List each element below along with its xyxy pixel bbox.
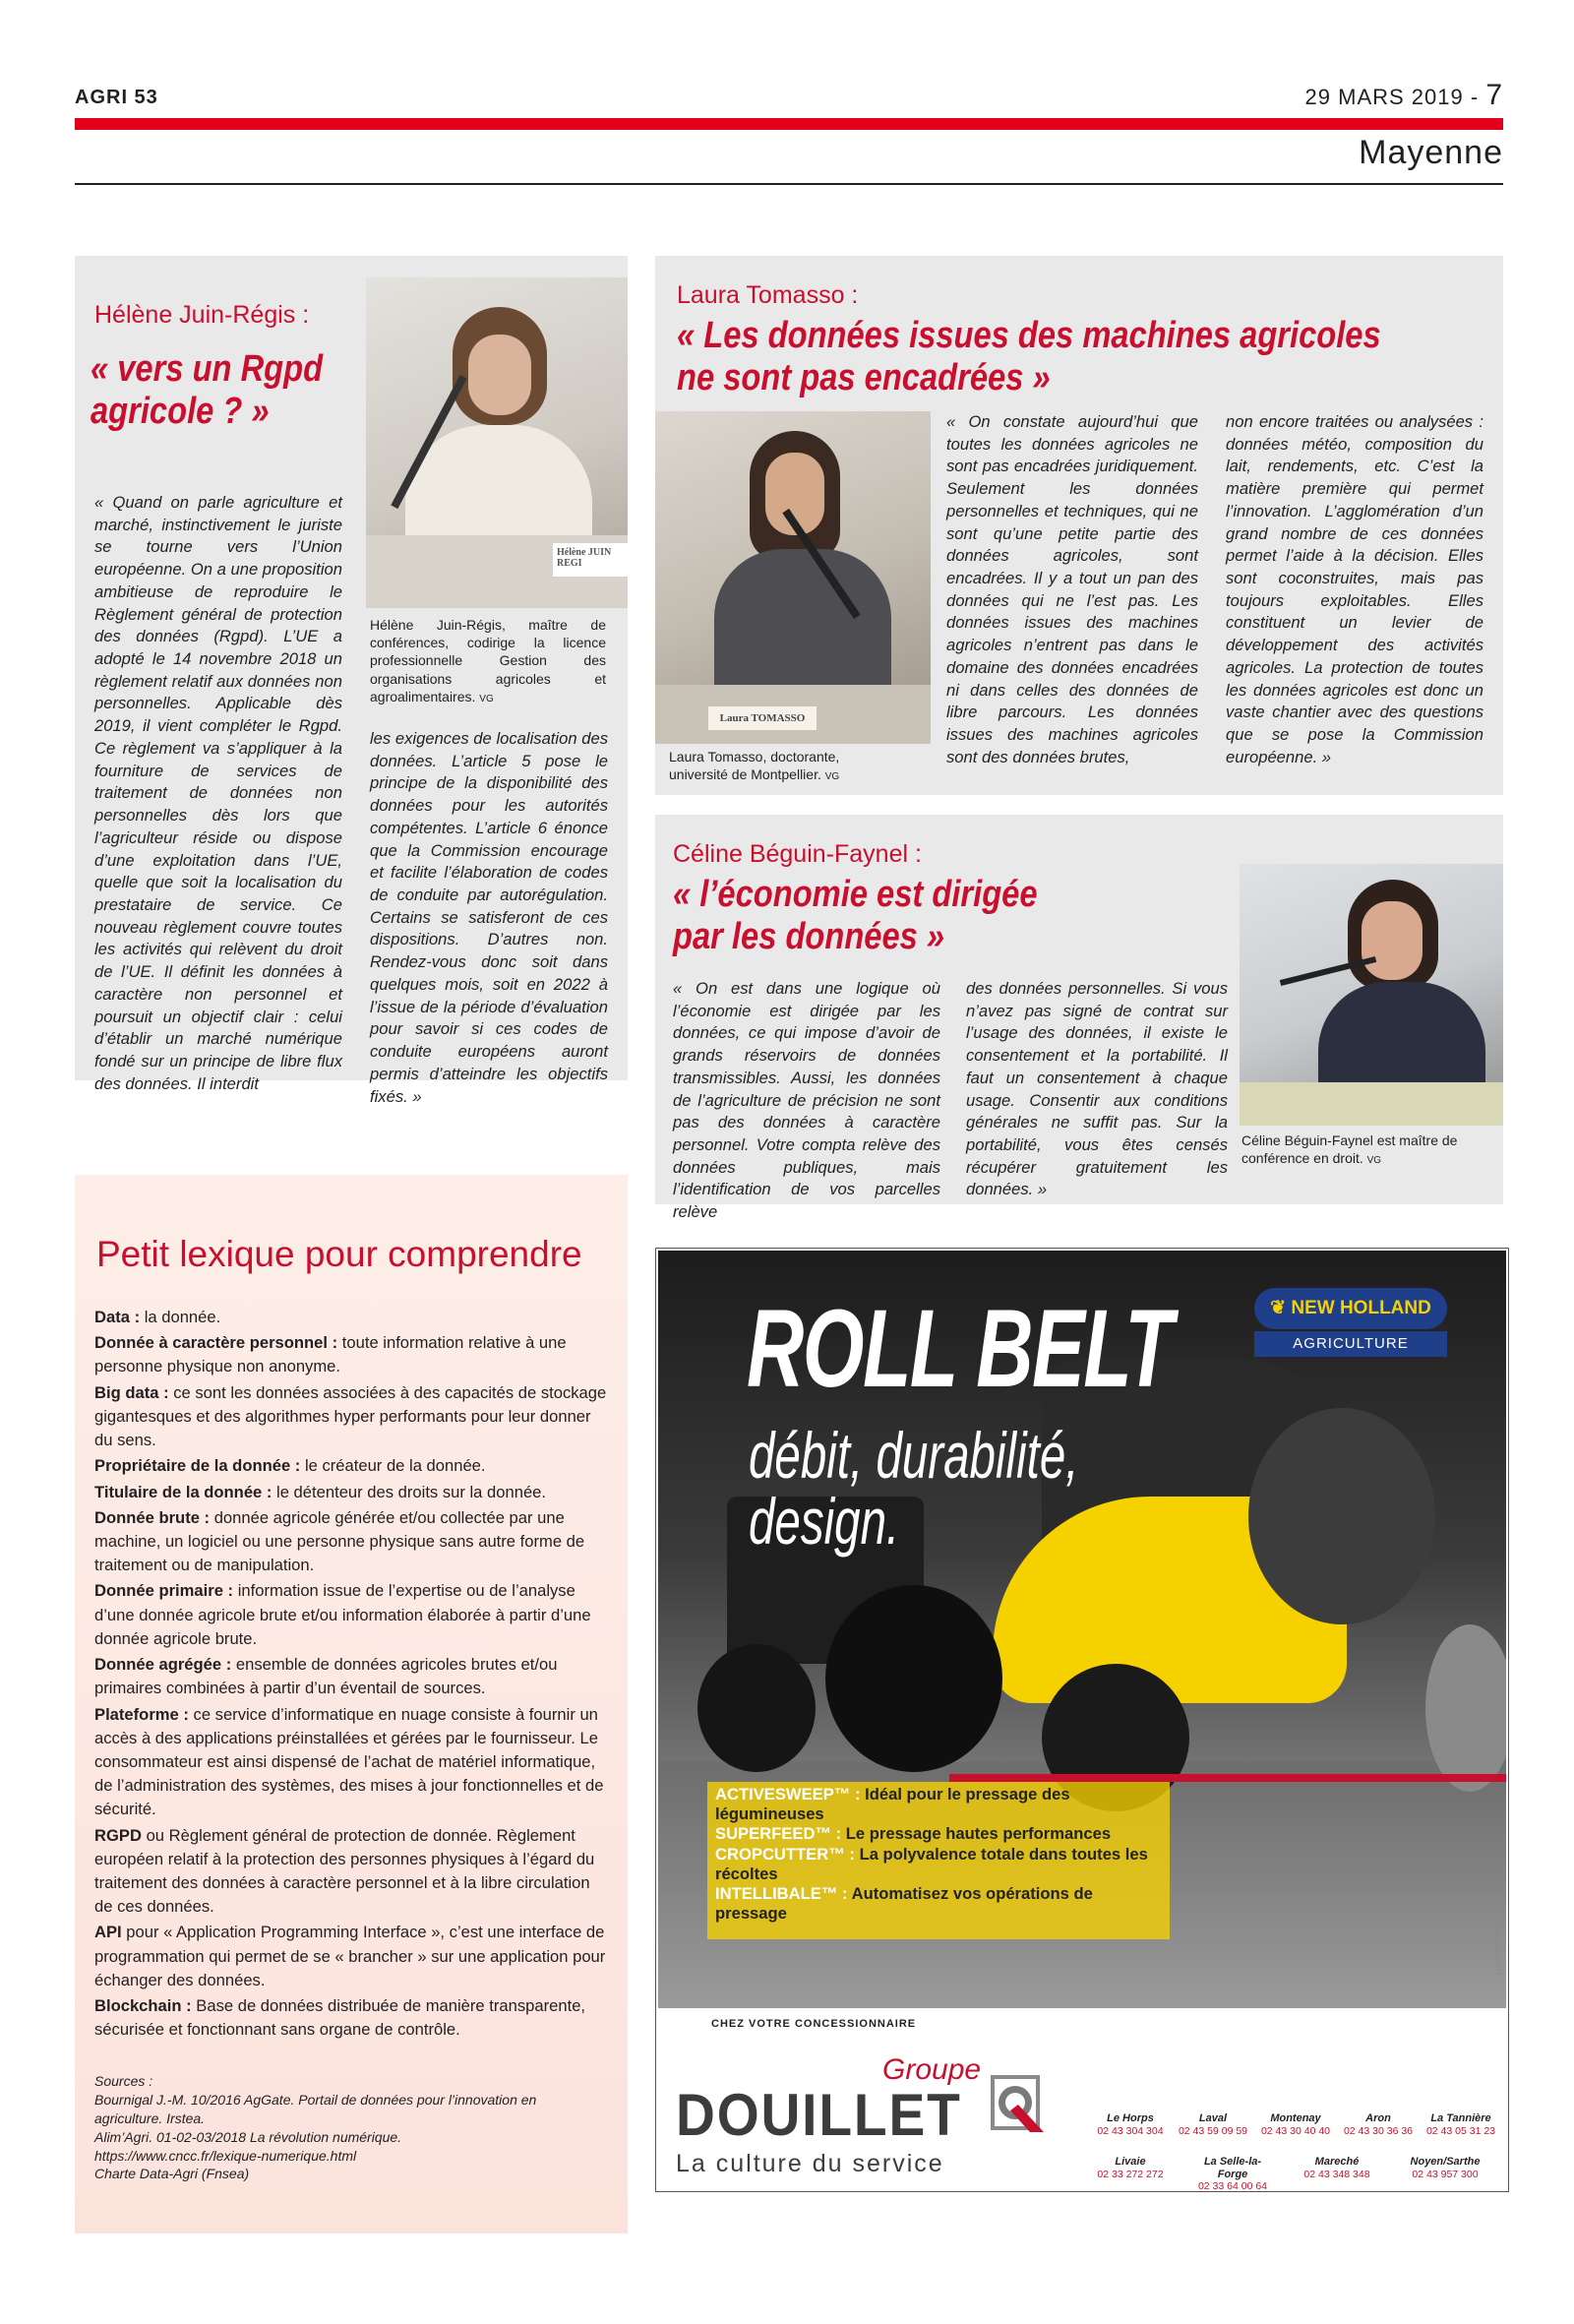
source-item: Charte Data-Agri (Fnsea) [94,2166,250,2182]
page-number: 7 [1485,79,1503,111]
dealer-town [1337,2112,1420,2137]
lexique-term: Donnée brute : [94,1507,211,1527]
lexique-entry [94,1703,608,1822]
laura-name: Laura Tomasso : [677,281,859,309]
dealer-town [1172,2112,1254,2137]
brand-sub: AGRICULTURE [1254,1331,1447,1357]
sources-label: Sources : [94,2073,153,2089]
lexique-def: ensemble de données agricoles brutes et/ou primaires combinées à partir d’un éventail de sources. [94,1655,558,1698]
town-phone: 02 43 59 09 59 [1178,2124,1248,2137]
town-phone: 02 33 64 00 64 [1197,2180,1268,2193]
town-name: Montenay [1270,2112,1321,2124]
celine-photo [1240,864,1503,1126]
dealer-slogan: La culture du service [676,2150,944,2177]
date-text: 29 MARS 2019 [1304,85,1464,109]
lexique-def: ce service d’informatique en nuage consiste à fournir un accès à des applications préinstallées et gérées par le fournisseur. Le consommateur est ainsi dispensé de l’achat de matériel informatique, de l’administration des systèmes, des mises à jour fonctionnelles et de sécurité. [94,1704,604,1819]
lexique-term: Propriétaire de la donnée : [94,1456,301,1476]
dealer-town [1420,2112,1502,2137]
helene-name: Hélène Juin-Régis : [94,301,310,329]
helene-quote-line2: agricole ? » [91,391,270,433]
celine-caption-text: Céline Béguin-Faynel est maître de conférence en droit. [1241,1132,1458,1167]
helene-caption [370,616,606,705]
lexique-term: Donnée primaire : [94,1581,234,1601]
laura-caption [669,748,876,783]
ad-headline: ROLL BELT [747,1287,1173,1410]
town-phone: 02 43 30 40 40 [1260,2124,1331,2137]
features-list [715,1785,1148,1925]
feature-name: INTELLIBALE™ : [715,1884,848,1904]
helene-body-col1: « Quand on parle agriculture et marché, instinctivement le juriste se tourne vers l’Union européenne. On a une proposition ambitieuse de reproduire le Règlement général de protection des données (Rgpd). L’UE a adopté le 14 novembre 2018 un règlement relatif aux données non personnelles. Applicable dès 2019, il vient compléter le Rgpd. Ce règlement va s’appliquer à la fourniture de services de traitement de données non personnelles dès lors que l’agriculteur réside ou dispose d’une exploitation dans l’UE, quelle que soit la localisation du prestataire de service. Ce nouveau règlement couvre toutes les activités qui relèvent du droit de l’UE. Il définit les données à caractère non personnel et poursuit un objectif clair : celui d’établir un marché numérique fondé sur un principe de libre flux des données. Il interdit [94,493,342,1093]
celine-photo-credit: VG [1366,1155,1382,1167]
town-phone: 02 43 30 36 36 [1343,2124,1414,2137]
lexique-def: la donnée. [140,1308,221,1326]
town-phone: 02 33 272 272 [1097,2168,1164,2180]
helene-quote-line1: « vers un Rgpd [91,348,324,390]
new-holland-logo [1254,1288,1447,1357]
helene-photo [366,277,628,608]
laura-caption-text: Laura Tomasso, doctorante, université de Montpellier. [669,749,840,783]
lexique-def: pour « Application Programming Interface », c’est une interface de programmation qui permet de se « brancher » sur une application pour échanger des données. [94,1923,606,1989]
dealer-town [1191,2156,1274,2192]
issue-date [1305,79,1503,112]
lexique-entry [94,1381,608,1453]
dealer-intro: CHEZ VOTRE CONCESSIONNAIRE [711,2018,917,2030]
lexique-entry [94,1994,608,2042]
ad-tagline [749,1419,1079,1559]
celine-quote [673,874,1038,959]
ad-tagline-line2: design. [749,1485,900,1559]
dealer-town [1296,2156,1378,2180]
date-separator: - [1463,85,1486,109]
town-phone: 02 43 957 300 [1412,2168,1479,2180]
lexique-def: ce sont les données associées à des capacités de stockage gigantesques et des algorithmes hyper performants pour leur donner du sens. [94,1382,607,1450]
lexique-term: Blockchain : [94,1996,192,2016]
lexique-entry [94,1921,608,1992]
laura-nameplate: Laura TOMASSO [708,706,817,730]
dealer-town [1089,2112,1172,2137]
lexique-term: Data : [94,1308,141,1326]
dealer-town [1089,2156,1172,2180]
dealer-town [1404,2156,1486,2180]
celine-body-col2: des données personnelles. Si vous n’avez pas signé de contrat sur l’usage des données, il existe le consentement et la portabilité. Il faut un consentement à chaque usage. Consentir aux conditions générales ne suffit pas. Sur la portabilité, vous êtes censés récupérer gratuitement les données. » [966,979,1228,1199]
feature-item [715,1845,1148,1884]
section-title: Mayenne [1359,134,1503,171]
lexique-def: le détenteur des droits sur la donnée. [272,1482,547,1501]
celine-caption [1241,1131,1483,1167]
lexique-entry [94,1481,608,1504]
laura-photo-credit: VG [824,771,840,783]
celine-quote-line1: « l’économie est dirigée [673,874,1038,915]
source-item: Alim’Agri. 01-02-03/2018 La révolution numérique. [94,2128,402,2145]
publication-name: AGRI 53 [75,87,158,108]
dealer-groupe: Groupe [882,2053,982,2086]
lexique-term: Plateforme : [94,1704,189,1724]
feature-item [715,1884,1148,1924]
lexique-term: Donnée agrégée : [94,1655,232,1675]
town-name: La Selle-la-Forge [1203,2156,1262,2180]
laura-body-col2: non encore traitées ou analysées : données météo, composition du lait, rendements, etc. C’est la matière première qui permet l’innovation. L’agglomération d’un grand nombre de ces données permet l’aide à la décision. Elles sont coconstruites, mais pas toujours exploitables. Elles constituent un levier de développement des activités agricoles. La protection de toutes les données agricoles est donc un vaste chantier avec des questions que se pose la Commission européenne. » [1226,412,1483,766]
lexique-def: le créateur de la donnée. [300,1456,486,1476]
lexique-def: donnée agricole générée et/ou collectée par une machine, un logiciel ou une personne physique sans autre forme de traitement ou de manipulation. [94,1507,585,1575]
dealer-town [1254,2112,1337,2137]
lexique-entry [94,1506,608,1578]
source-link[interactable]: https://www.cncc.fr/lexique-numerique.html [94,2147,357,2164]
celine-name: Céline Béguin-Faynel : [673,840,922,868]
lexique-entry [94,1824,608,1920]
feature-name: SUPERFEED™ : [715,1824,842,1844]
helene-body-col2: les exigences de localisation des données. L’article 5 pose le principe de la disponibilité des données pour les autorités compétentes. L’article 6 énonce que la Commission encourage et facilite l’élaboration de codes de conduite par autorégulation. Certains se satisferont de ces dispositions. D’autres non. Rendez-vous donc soit dans quelques mois, soit en 2022 à l’issue de la période d’évaluation pour savoir si ces codes de conduite européens auront permis d’atteindre les objectifs fixés. » [370,729,608,1106]
feature-text: Idéal pour le pressage des légumineuses [715,1785,1070,1824]
lexique-term: Donnée à caractère personnel : [94,1333,338,1353]
lexique-list [94,1306,608,2045]
ad-red-line [949,1774,1506,1782]
lexique-entry [94,1306,608,1329]
town-name: Aron [1365,2112,1391,2124]
feature-item [715,1785,1148,1824]
laura-quote [677,315,1381,400]
feature-item [715,1824,1148,1844]
lexique-entry [94,1653,608,1700]
brand-top-text: NEW HOLLAND [1291,1298,1431,1318]
lexique-entry [94,1331,608,1378]
lexique-def: Base de données distribuée de manière transparente, sécurisée et fonctionnant sans organe de contrôle. [94,1996,586,2040]
lexique-term: Big data : [94,1382,169,1402]
feature-text: Automatisez vos opérations de pressage [715,1884,1093,1924]
lexique-def: information issue de l’expertise ou de l’analyse d’une donnée agricole brute et/ou information élaborée à partir d’une donnée agricole brute. [94,1581,591,1648]
lexique-def: ou Règlement général de protection de donnée. Règlement européen relatif à la protection des personnes physiques à l’égard du traitement des données à caractère personnel et à la libre circulation de ces données. [94,1825,595,1917]
dealer-name: DOUILLET [676,2082,962,2148]
lexique-entry [94,1579,608,1651]
brand-name [1254,1288,1447,1329]
douillet-logo-icon [981,2067,1050,2138]
laura-body-col1: « On constate aujourd’hui que toutes les données agricoles ne sont pas encadrées juridiquement. Seulement les données personnelles et techniques, qui ne sont qu’une petite partie des données agricoles, sont encadrées. Il y a tout un pan des données qui ne l’est pas. Les données issues des machines agricoles n’entrent pas dans le domaine des données encadrées ni dans celles des données de libre parcours. Les données issues des machines agricoles sont des données brutes, [946,412,1198,766]
header-red-bar [75,118,1503,130]
town-name: La Tannière [1430,2112,1491,2124]
celine-quote-line2: par les données » [673,916,945,958]
ad-photo [658,1251,1506,2008]
celine-body-col1: « On est dans une logique où l’économie est dirigée par les données, ce qui impose d’avoir de grands réservoirs de données transmissibles. Aussi, les données de l’agriculture de précision ne sont pas des données à caractère personnel. Votre compta relève des données publiques, mais l’identification de vos parcelles relève [673,979,940,1222]
feature-text: La polyvalence totale dans toutes les récoltes [715,1844,1148,1883]
town-phone: 02 43 304 304 [1097,2124,1164,2137]
town-phone: 02 43 05 31 23 [1425,2124,1496,2137]
feature-name: CROPCUTTER™ : [715,1844,855,1864]
ad-tagline-line1: débit, durabilité, [749,1419,1079,1492]
lexique-entry [94,1454,608,1478]
helene-photo-credit: VG [479,693,494,704]
feature-text: Le pressage hautes performances [841,1824,1112,1844]
feature-name: ACTIVESWEEP™ : [715,1785,861,1804]
laura-photo [655,411,931,744]
helene-nameplate: Hélène JUIN REGI [553,543,628,577]
source-item: Bournigal J.-M. 10/2016 AgGate. Portail de données pour l’innovation en agriculture. Irstea. [94,2091,537,2126]
lexique-sources [94,2072,608,2183]
advertisement[interactable] [655,1248,1509,2192]
town-name: Laval [1198,2112,1228,2124]
lexique-term: Titulaire de la donnée : [94,1482,272,1501]
helene-caption-text: Hélène Juin-Régis, maître de conférences, codirige la licence professionnelle Gestion des organisations agricoles et agroalimentaires. [370,617,606,704]
lexique-term: RGPD [94,1825,142,1845]
header-rule [75,183,1503,185]
lexique-term: API [94,1923,122,1942]
town-name: Mareché [1314,2156,1360,2168]
lexique-def: toute information relative à une personne physique non anonyme. [94,1333,567,1376]
leaf-icon: ❦ [1270,1298,1292,1318]
laura-quote-line2: ne sont pas encadrées » [677,357,1051,399]
laura-quote-line1: « Les données issues des machines agricoles [677,315,1381,356]
town-name: Livaie [1115,2156,1146,2168]
town-name: Noyen/Sarthe [1410,2156,1481,2168]
town-phone: 02 43 348 348 [1303,2168,1370,2180]
ad-agency-credit: RUSH&CONCEPT [1493,1918,1500,1976]
town-name: Le Horps [1107,2112,1154,2124]
lexique-title: Petit lexique pour comprendre [96,1234,582,1274]
helene-quote [91,348,323,434]
